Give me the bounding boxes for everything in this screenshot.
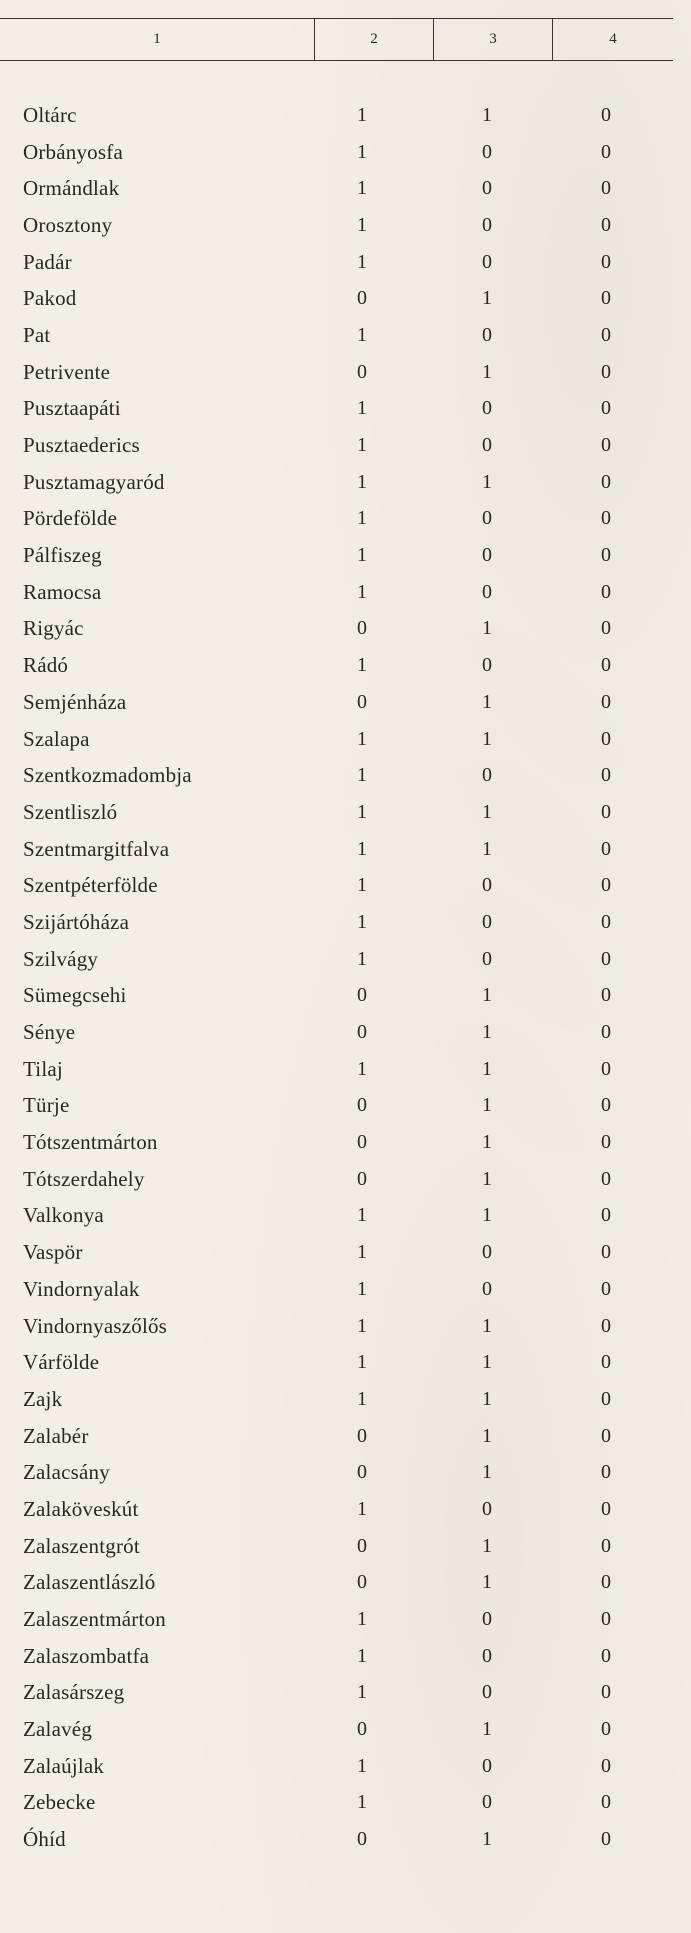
value-col-3: 1 bbox=[482, 1204, 492, 1227]
value-col-4: 0 bbox=[601, 140, 611, 163]
value-col-3: 0 bbox=[482, 1644, 492, 1667]
value-col-2: 1 bbox=[357, 177, 367, 200]
value-col-2: 1 bbox=[357, 580, 367, 603]
table-row bbox=[0, 721, 670, 758]
settlement-name: Zalabér bbox=[23, 1423, 89, 1448]
value-col-2: 1 bbox=[357, 1241, 367, 1264]
table-row bbox=[0, 1454, 670, 1491]
settlement-name: Vaspör bbox=[23, 1240, 83, 1265]
value-col-2: 0 bbox=[357, 1021, 367, 1044]
settlement-name: Rádó bbox=[23, 653, 69, 678]
value-col-3: 0 bbox=[482, 1277, 492, 1300]
value-col-4: 0 bbox=[601, 1314, 611, 1337]
value-col-2: 0 bbox=[357, 1461, 367, 1484]
value-col-2: 0 bbox=[357, 690, 367, 713]
settlement-name: Vindornyalak bbox=[23, 1276, 140, 1301]
value-col-2: 0 bbox=[357, 1718, 367, 1741]
table-row bbox=[0, 97, 670, 134]
table-row bbox=[0, 317, 670, 354]
value-col-4: 0 bbox=[601, 507, 611, 530]
value-col-3: 1 bbox=[482, 1021, 492, 1044]
table-row bbox=[0, 1565, 670, 1602]
value-col-2: 1 bbox=[357, 1644, 367, 1667]
value-col-2: 1 bbox=[357, 1314, 367, 1337]
value-col-3: 1 bbox=[482, 470, 492, 493]
header-col-2: 2 bbox=[315, 19, 434, 61]
table-row bbox=[0, 574, 670, 611]
table-header-wrap bbox=[0, 18, 670, 61]
value-col-3: 0 bbox=[482, 250, 492, 273]
value-col-4: 0 bbox=[601, 103, 611, 126]
value-col-4: 0 bbox=[601, 617, 611, 640]
settlement-name: Pálfiszeg bbox=[23, 543, 102, 568]
value-col-4: 0 bbox=[601, 1277, 611, 1300]
value-col-4: 0 bbox=[601, 1791, 611, 1814]
value-col-3: 1 bbox=[482, 1571, 492, 1594]
table-row bbox=[0, 1748, 670, 1785]
value-col-3: 0 bbox=[482, 1497, 492, 1520]
value-col-3: 1 bbox=[482, 103, 492, 126]
settlement-name: Zalaköveskút bbox=[23, 1496, 139, 1521]
value-col-4: 0 bbox=[601, 1424, 611, 1447]
value-col-4: 0 bbox=[601, 947, 611, 970]
settlement-name: Szentpéterfölde bbox=[23, 873, 158, 898]
settlement-name: Zalaújlak bbox=[23, 1753, 105, 1778]
value-col-2: 1 bbox=[357, 250, 367, 273]
value-col-2: 1 bbox=[357, 1754, 367, 1777]
value-col-4: 0 bbox=[601, 287, 611, 310]
settlement-name: Semjénháza bbox=[23, 689, 127, 714]
settlement-name: Oltárc bbox=[23, 102, 77, 127]
value-col-3: 0 bbox=[482, 654, 492, 677]
settlement-name: Türje bbox=[23, 1093, 70, 1118]
value-col-2: 1 bbox=[357, 544, 367, 567]
settlement-name: Zajk bbox=[23, 1386, 63, 1411]
value-col-3: 1 bbox=[482, 360, 492, 383]
value-col-2: 1 bbox=[357, 654, 367, 677]
value-col-3: 0 bbox=[482, 1241, 492, 1264]
table-row bbox=[0, 1124, 670, 1161]
settlement-name: Várfölde bbox=[23, 1350, 100, 1375]
value-col-2: 0 bbox=[357, 1131, 367, 1154]
value-col-4: 0 bbox=[601, 323, 611, 346]
settlement-name: Ormándlak bbox=[23, 176, 120, 201]
table-row bbox=[0, 1161, 670, 1198]
settlement-name: Zalaszentgrót bbox=[23, 1533, 140, 1558]
value-col-3: 0 bbox=[482, 507, 492, 530]
value-col-4: 0 bbox=[601, 1571, 611, 1594]
value-col-3: 1 bbox=[482, 1424, 492, 1447]
settlement-name: Szalapa bbox=[23, 726, 90, 751]
value-col-4: 0 bbox=[601, 1461, 611, 1484]
settlement-name: Zalavég bbox=[23, 1717, 93, 1742]
value-col-3: 1 bbox=[482, 690, 492, 713]
value-col-3: 0 bbox=[482, 580, 492, 603]
value-col-4: 0 bbox=[601, 1644, 611, 1667]
value-col-2: 0 bbox=[357, 1424, 367, 1447]
table-row bbox=[0, 464, 670, 501]
value-col-3: 1 bbox=[482, 1387, 492, 1410]
value-col-4: 0 bbox=[601, 1754, 611, 1777]
table-row bbox=[0, 1344, 670, 1381]
settlement-name: Petrivente bbox=[23, 359, 111, 384]
value-col-2: 1 bbox=[357, 470, 367, 493]
table-body bbox=[0, 97, 670, 1858]
value-col-2: 1 bbox=[357, 507, 367, 530]
table-row bbox=[0, 537, 670, 574]
value-col-4: 0 bbox=[601, 984, 611, 1007]
value-col-2: 1 bbox=[357, 1497, 367, 1520]
header-col-4: 4 bbox=[553, 19, 674, 61]
table-row bbox=[0, 1821, 670, 1858]
value-col-3: 1 bbox=[482, 287, 492, 310]
value-col-4: 0 bbox=[601, 764, 611, 787]
settlement-name: Zalaszentmárton bbox=[23, 1607, 166, 1632]
settlement-name: Zalaszombatfa bbox=[23, 1643, 150, 1668]
value-col-4: 0 bbox=[601, 1351, 611, 1374]
table-row bbox=[0, 1675, 670, 1712]
table-row bbox=[0, 1711, 670, 1748]
settlement-name: Zebecke bbox=[23, 1790, 96, 1815]
settlement-name: Zalacsány bbox=[23, 1460, 110, 1485]
table-row bbox=[0, 244, 670, 281]
value-col-4: 0 bbox=[601, 1387, 611, 1410]
value-col-2: 0 bbox=[357, 984, 367, 1007]
settlement-name: Rigyác bbox=[23, 616, 84, 641]
value-col-3: 0 bbox=[482, 947, 492, 970]
table-row bbox=[0, 427, 670, 464]
table-row bbox=[0, 1088, 670, 1125]
value-col-4: 0 bbox=[601, 434, 611, 457]
table-row bbox=[0, 757, 670, 794]
value-col-2: 1 bbox=[357, 140, 367, 163]
value-col-2: 1 bbox=[357, 103, 367, 126]
value-col-3: 0 bbox=[482, 910, 492, 933]
value-col-3: 0 bbox=[482, 177, 492, 200]
settlement-name: Szilvágy bbox=[23, 946, 99, 971]
value-col-3: 1 bbox=[482, 800, 492, 823]
header-col-1: 1 bbox=[0, 19, 315, 61]
value-col-2: 1 bbox=[357, 800, 367, 823]
table-row bbox=[0, 904, 670, 941]
value-col-3: 1 bbox=[482, 727, 492, 750]
value-col-2: 0 bbox=[357, 360, 367, 383]
value-col-2: 0 bbox=[357, 617, 367, 640]
value-col-4: 0 bbox=[601, 397, 611, 420]
value-col-2: 1 bbox=[357, 874, 367, 897]
value-col-3: 0 bbox=[482, 1754, 492, 1777]
value-col-4: 0 bbox=[601, 1094, 611, 1117]
table-row bbox=[0, 354, 670, 391]
settlement-name: Zalaszentlászló bbox=[23, 1570, 156, 1595]
settlement-name: Szentliszló bbox=[23, 799, 118, 824]
settlement-name: Pusztamagyaród bbox=[23, 469, 165, 494]
header-col-3: 3 bbox=[434, 19, 553, 61]
settlement-name: Orbányosfa bbox=[23, 139, 123, 164]
table-row bbox=[0, 1418, 670, 1455]
value-col-3: 0 bbox=[482, 764, 492, 787]
table-row bbox=[0, 134, 670, 171]
value-col-2: 0 bbox=[357, 1571, 367, 1594]
value-col-3: 0 bbox=[482, 544, 492, 567]
table-row bbox=[0, 794, 670, 831]
table-row bbox=[0, 867, 670, 904]
value-col-2: 1 bbox=[357, 947, 367, 970]
value-col-3: 1 bbox=[482, 1094, 492, 1117]
value-col-4: 0 bbox=[601, 1021, 611, 1044]
value-col-4: 0 bbox=[601, 800, 611, 823]
value-col-2: 1 bbox=[357, 837, 367, 860]
value-col-2: 1 bbox=[357, 1057, 367, 1080]
value-col-4: 0 bbox=[601, 470, 611, 493]
table-row bbox=[0, 1381, 670, 1418]
value-col-3: 0 bbox=[482, 140, 492, 163]
value-col-3: 0 bbox=[482, 874, 492, 897]
settlement-name: Szentkozmadombja bbox=[23, 763, 192, 788]
value-col-4: 0 bbox=[601, 1131, 611, 1154]
settlement-name: Valkonya bbox=[23, 1203, 104, 1228]
table-row bbox=[0, 1308, 670, 1345]
table-row bbox=[0, 647, 670, 684]
value-col-4: 0 bbox=[601, 727, 611, 750]
settlement-name: Szijártóháza bbox=[23, 909, 130, 934]
value-col-4: 0 bbox=[601, 360, 611, 383]
value-col-2: 1 bbox=[357, 1204, 367, 1227]
value-col-3: 1 bbox=[482, 1351, 492, 1374]
settlement-name: Pusztaederics bbox=[23, 433, 140, 458]
settlement-name: Szentmargitfalva bbox=[23, 836, 170, 861]
value-col-4: 0 bbox=[601, 1681, 611, 1704]
table-row bbox=[0, 1234, 670, 1271]
table-row bbox=[0, 941, 670, 978]
settlement-name: Sümegcsehi bbox=[23, 983, 127, 1008]
value-col-2: 0 bbox=[357, 287, 367, 310]
table-row bbox=[0, 207, 670, 244]
settlement-name: Ramocsa bbox=[23, 579, 102, 604]
value-col-4: 0 bbox=[601, 580, 611, 603]
value-col-4: 0 bbox=[601, 874, 611, 897]
table-row bbox=[0, 611, 670, 648]
value-col-2: 1 bbox=[357, 910, 367, 933]
value-col-4: 0 bbox=[601, 213, 611, 236]
value-col-4: 0 bbox=[601, 250, 611, 273]
table-row bbox=[0, 1198, 670, 1235]
value-col-3: 1 bbox=[482, 1131, 492, 1154]
value-col-4: 0 bbox=[601, 1828, 611, 1851]
settlement-name: Orosztony bbox=[23, 212, 113, 237]
settlement-name: Tótszentmárton bbox=[23, 1130, 158, 1155]
value-col-4: 0 bbox=[601, 1167, 611, 1190]
value-col-4: 0 bbox=[601, 1497, 611, 1520]
value-col-2: 1 bbox=[357, 434, 367, 457]
settlement-name: Pakod bbox=[23, 286, 77, 311]
table-row bbox=[0, 280, 670, 317]
value-col-4: 0 bbox=[601, 1204, 611, 1227]
value-col-4: 0 bbox=[601, 1241, 611, 1264]
value-col-2: 0 bbox=[357, 1534, 367, 1557]
value-col-3: 1 bbox=[482, 1534, 492, 1557]
settlement-name: Tilaj bbox=[23, 1056, 63, 1081]
settlement-name: Óhíd bbox=[23, 1827, 66, 1852]
value-col-3: 0 bbox=[482, 1608, 492, 1631]
value-col-2: 1 bbox=[357, 1791, 367, 1814]
value-col-4: 0 bbox=[601, 177, 611, 200]
table-row bbox=[0, 391, 670, 428]
settlement-name: Sénye bbox=[23, 1020, 76, 1045]
value-col-2: 0 bbox=[357, 1094, 367, 1117]
value-col-4: 0 bbox=[601, 910, 611, 933]
table-row bbox=[0, 1601, 670, 1638]
table-row bbox=[0, 1491, 670, 1528]
settlement-name: Vindornyaszőlős bbox=[23, 1313, 168, 1338]
value-col-3: 1 bbox=[482, 1057, 492, 1080]
value-col-3: 1 bbox=[482, 1461, 492, 1484]
value-col-2: 1 bbox=[357, 727, 367, 750]
value-col-3: 0 bbox=[482, 213, 492, 236]
value-col-3: 0 bbox=[482, 397, 492, 420]
table-row bbox=[0, 978, 670, 1015]
value-col-2: 1 bbox=[357, 1351, 367, 1374]
settlement-name: Pusztaapáti bbox=[23, 396, 121, 421]
value-col-4: 0 bbox=[601, 654, 611, 677]
settlement-name: Zalasárszeg bbox=[23, 1680, 125, 1705]
table-header bbox=[0, 18, 673, 61]
value-col-2: 1 bbox=[357, 1387, 367, 1410]
table-row bbox=[0, 170, 670, 207]
value-col-3: 1 bbox=[482, 617, 492, 640]
value-col-2: 1 bbox=[357, 323, 367, 346]
table-row bbox=[0, 684, 670, 721]
table-row bbox=[0, 1785, 670, 1822]
value-col-2: 0 bbox=[357, 1167, 367, 1190]
table-row bbox=[0, 831, 670, 868]
value-col-2: 1 bbox=[357, 1277, 367, 1300]
table-row bbox=[0, 1271, 670, 1308]
value-col-4: 0 bbox=[601, 837, 611, 860]
table-row bbox=[0, 501, 670, 538]
value-col-2: 1 bbox=[357, 1681, 367, 1704]
header-row bbox=[0, 19, 673, 61]
value-col-2: 0 bbox=[357, 1828, 367, 1851]
settlement-name: Padár bbox=[23, 249, 72, 274]
table-row bbox=[0, 1638, 670, 1675]
value-col-3: 0 bbox=[482, 1681, 492, 1704]
value-col-3: 0 bbox=[482, 323, 492, 346]
value-col-3: 1 bbox=[482, 1718, 492, 1741]
value-col-3: 1 bbox=[482, 1828, 492, 1851]
value-col-4: 0 bbox=[601, 1057, 611, 1080]
table-row bbox=[0, 1051, 670, 1088]
value-col-3: 1 bbox=[482, 1167, 492, 1190]
settlement-name: Pat bbox=[23, 322, 51, 347]
value-col-3: 1 bbox=[482, 984, 492, 1007]
table-row bbox=[0, 1014, 670, 1051]
settlement-name: Pördefölde bbox=[23, 506, 118, 531]
value-col-4: 0 bbox=[601, 544, 611, 567]
table-row bbox=[0, 1528, 670, 1565]
value-col-4: 0 bbox=[601, 690, 611, 713]
value-col-3: 0 bbox=[482, 1791, 492, 1814]
value-col-3: 1 bbox=[482, 1314, 492, 1337]
value-col-3: 0 bbox=[482, 434, 492, 457]
value-col-2: 1 bbox=[357, 397, 367, 420]
value-col-2: 1 bbox=[357, 764, 367, 787]
settlement-name: Tótszerdahely bbox=[23, 1166, 145, 1191]
value-col-2: 1 bbox=[357, 213, 367, 236]
value-col-4: 0 bbox=[601, 1608, 611, 1631]
value-col-4: 0 bbox=[601, 1534, 611, 1557]
value-col-3: 1 bbox=[482, 837, 492, 860]
value-col-2: 1 bbox=[357, 1608, 367, 1631]
value-col-4: 0 bbox=[601, 1718, 611, 1741]
